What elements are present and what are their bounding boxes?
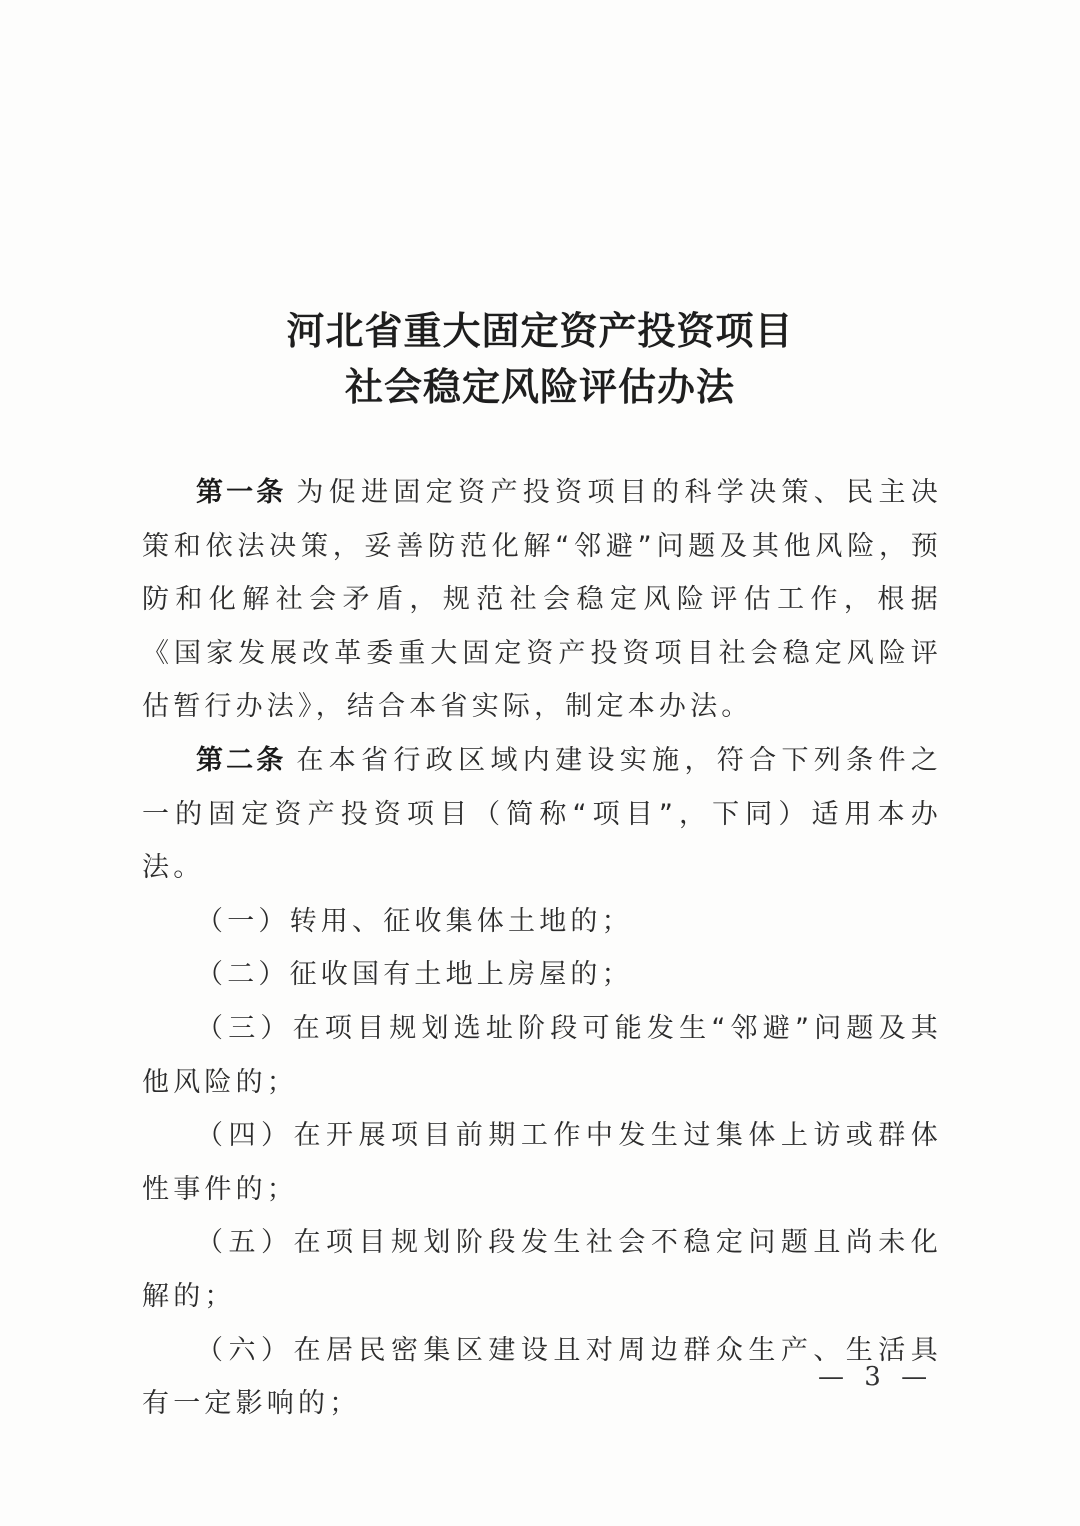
list-item-6: （六）在居民密集区建设且对周边群众生产、生活具有一定影响的； [142, 1334, 942, 1420]
list-item-2: （二）征收国有土地上房屋的； [196, 959, 633, 991]
article-1-heading: 第一条 [196, 477, 287, 508]
list-item-4: （四）在开展项目前期工作中发生过集体上访或群体性事件的； [142, 1120, 942, 1205]
article-2-heading: 第二条 [196, 744, 287, 776]
list-item-1: （一）转用、征收集体土地的； [196, 905, 633, 937]
article-1-text: 为促进固定资产投资项目的科学决策、民主决策和依法决策，妥善防范化解“邻避”问题及其他风险，预防和化解社会矛盾，规范社会稳定风险评估工作，根据《国家发展改革委重大固定资产投资项目社会稳定风险评估暂行办法》，结合本省实际，制定本办法。 [142, 477, 943, 723]
document-title-line1: 河北省重大固定资产投资项目 [286, 308, 794, 353]
list-item-3: （三）在项目规划选址阶段可能发生“邻避”问题及其他风险的； [142, 1012, 942, 1098]
document-title-line2: 社会稳定风险评估办法 [344, 364, 735, 409]
article-2-text: 在本省行政区域内建设实施，符合下列条件之一的固定资产投资项目（简称“项目”，下同）适用本办法。 [142, 744, 943, 884]
article-2 [142, 734, 942, 895]
document-body [142, 466, 942, 1431]
page-number: — 3 — [818, 1362, 934, 1392]
list-item-5: （五）在项目规划阶段发生社会不稳定问题且尚未化解的； [142, 1227, 942, 1312]
article-1 [142, 466, 942, 734]
